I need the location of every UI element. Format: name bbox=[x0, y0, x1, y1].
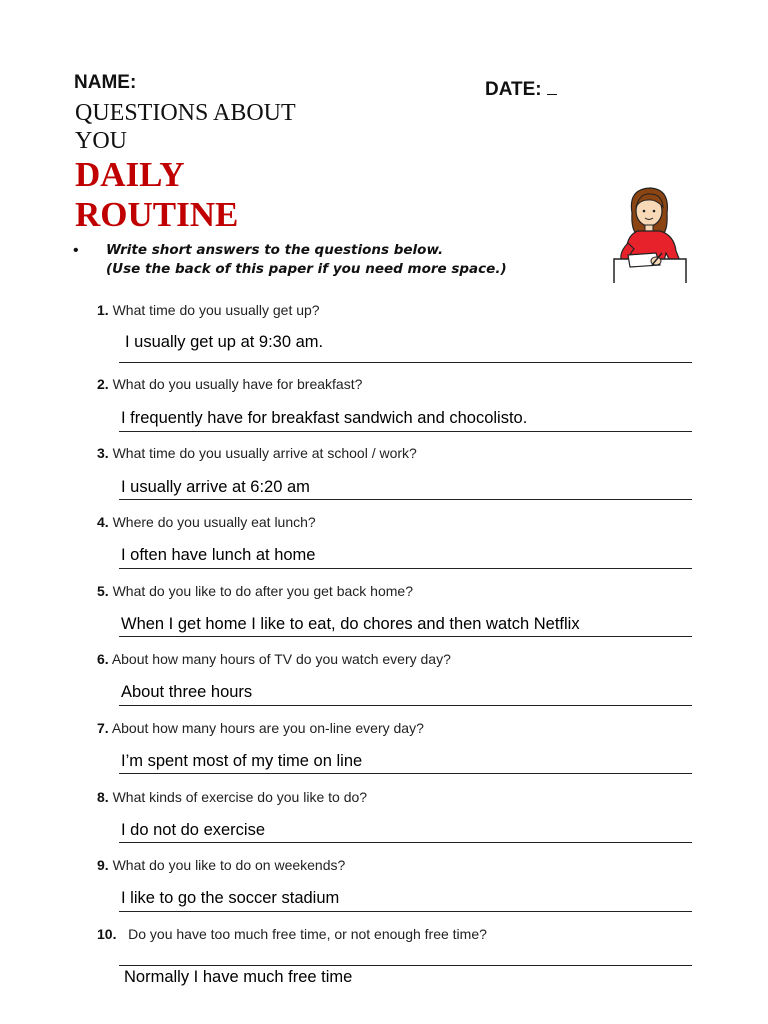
answer-line-7 bbox=[119, 773, 692, 774]
answer-7[interactable]: I’m spent most of my time on line bbox=[121, 752, 363, 770]
answer-4[interactable]: I often have lunch at home bbox=[121, 546, 316, 564]
question-10: 10. Do you have too much free time, or not enough free time? bbox=[97, 926, 487, 942]
question-1: 1. What time do you usually get up? bbox=[97, 302, 320, 318]
answer-8[interactable]: I do not do exercise bbox=[121, 821, 266, 839]
girl-writing-at-desk-icon bbox=[610, 183, 690, 285]
answer-5[interactable]: When I get home I like to eat, do chores and then watch Netflix bbox=[121, 615, 580, 633]
date-blank[interactable] bbox=[547, 78, 557, 95]
answer-line-8 bbox=[119, 842, 692, 843]
name-label: NAME: bbox=[74, 72, 137, 93]
answer-line-10 bbox=[119, 965, 692, 966]
answer-line-5 bbox=[119, 636, 692, 637]
answer-line-6 bbox=[119, 705, 692, 706]
answer-line-4 bbox=[119, 568, 692, 569]
question-3: 3. What time do you usually arrive at school / work? bbox=[97, 445, 417, 461]
date-field[interactable] bbox=[485, 78, 557, 101]
answer-1[interactable]: I usually get up at 9:30 am. bbox=[125, 333, 324, 351]
question-5: 5. What do you like to do after you get back home? bbox=[97, 583, 413, 599]
question-4: 4. Where do you usually eat lunch? bbox=[97, 514, 316, 530]
date-label: DATE: bbox=[485, 79, 547, 100]
answer-9[interactable]: I like to go the soccer stadium bbox=[121, 889, 340, 907]
worksheet-title-line1: DAILY bbox=[75, 155, 185, 194]
instruction-bullet: • bbox=[73, 242, 79, 259]
worksheet-title-line2: ROUTINE bbox=[75, 195, 239, 234]
answer-6[interactable]: About three hours bbox=[121, 683, 253, 701]
answer-10[interactable]: Normally I have much free time bbox=[124, 968, 353, 986]
answer-line-2 bbox=[119, 431, 692, 432]
worksheet-subtitle-line2: YOU bbox=[75, 128, 127, 154]
answer-3[interactable]: I usually arrive at 6:20 am bbox=[121, 478, 310, 496]
question-8: 8. What kinds of exercise do you like to do? bbox=[97, 789, 368, 805]
answer-line-3 bbox=[119, 499, 692, 500]
answer-line-1 bbox=[119, 362, 692, 363]
worksheet-subtitle-line1: QUESTIONS ABOUT bbox=[75, 100, 296, 126]
question-7: 7. About how many hours are you on-line every day? bbox=[97, 720, 424, 736]
question-2: 2. What do you usually have for breakfast? bbox=[97, 376, 363, 392]
answer-2[interactable]: I frequently have for breakfast sandwich and chocolisto. bbox=[121, 409, 528, 427]
answer-line-9 bbox=[119, 911, 692, 912]
instruction-line1: Write short answers to the questions below. bbox=[106, 242, 444, 258]
question-6: 6. About how many hours of TV do you watch every day? bbox=[97, 651, 451, 667]
question-9: 9. What do you like to do on weekends? bbox=[97, 857, 346, 873]
instruction-line2: (Use the back of this paper if you need more space.) bbox=[106, 261, 507, 277]
